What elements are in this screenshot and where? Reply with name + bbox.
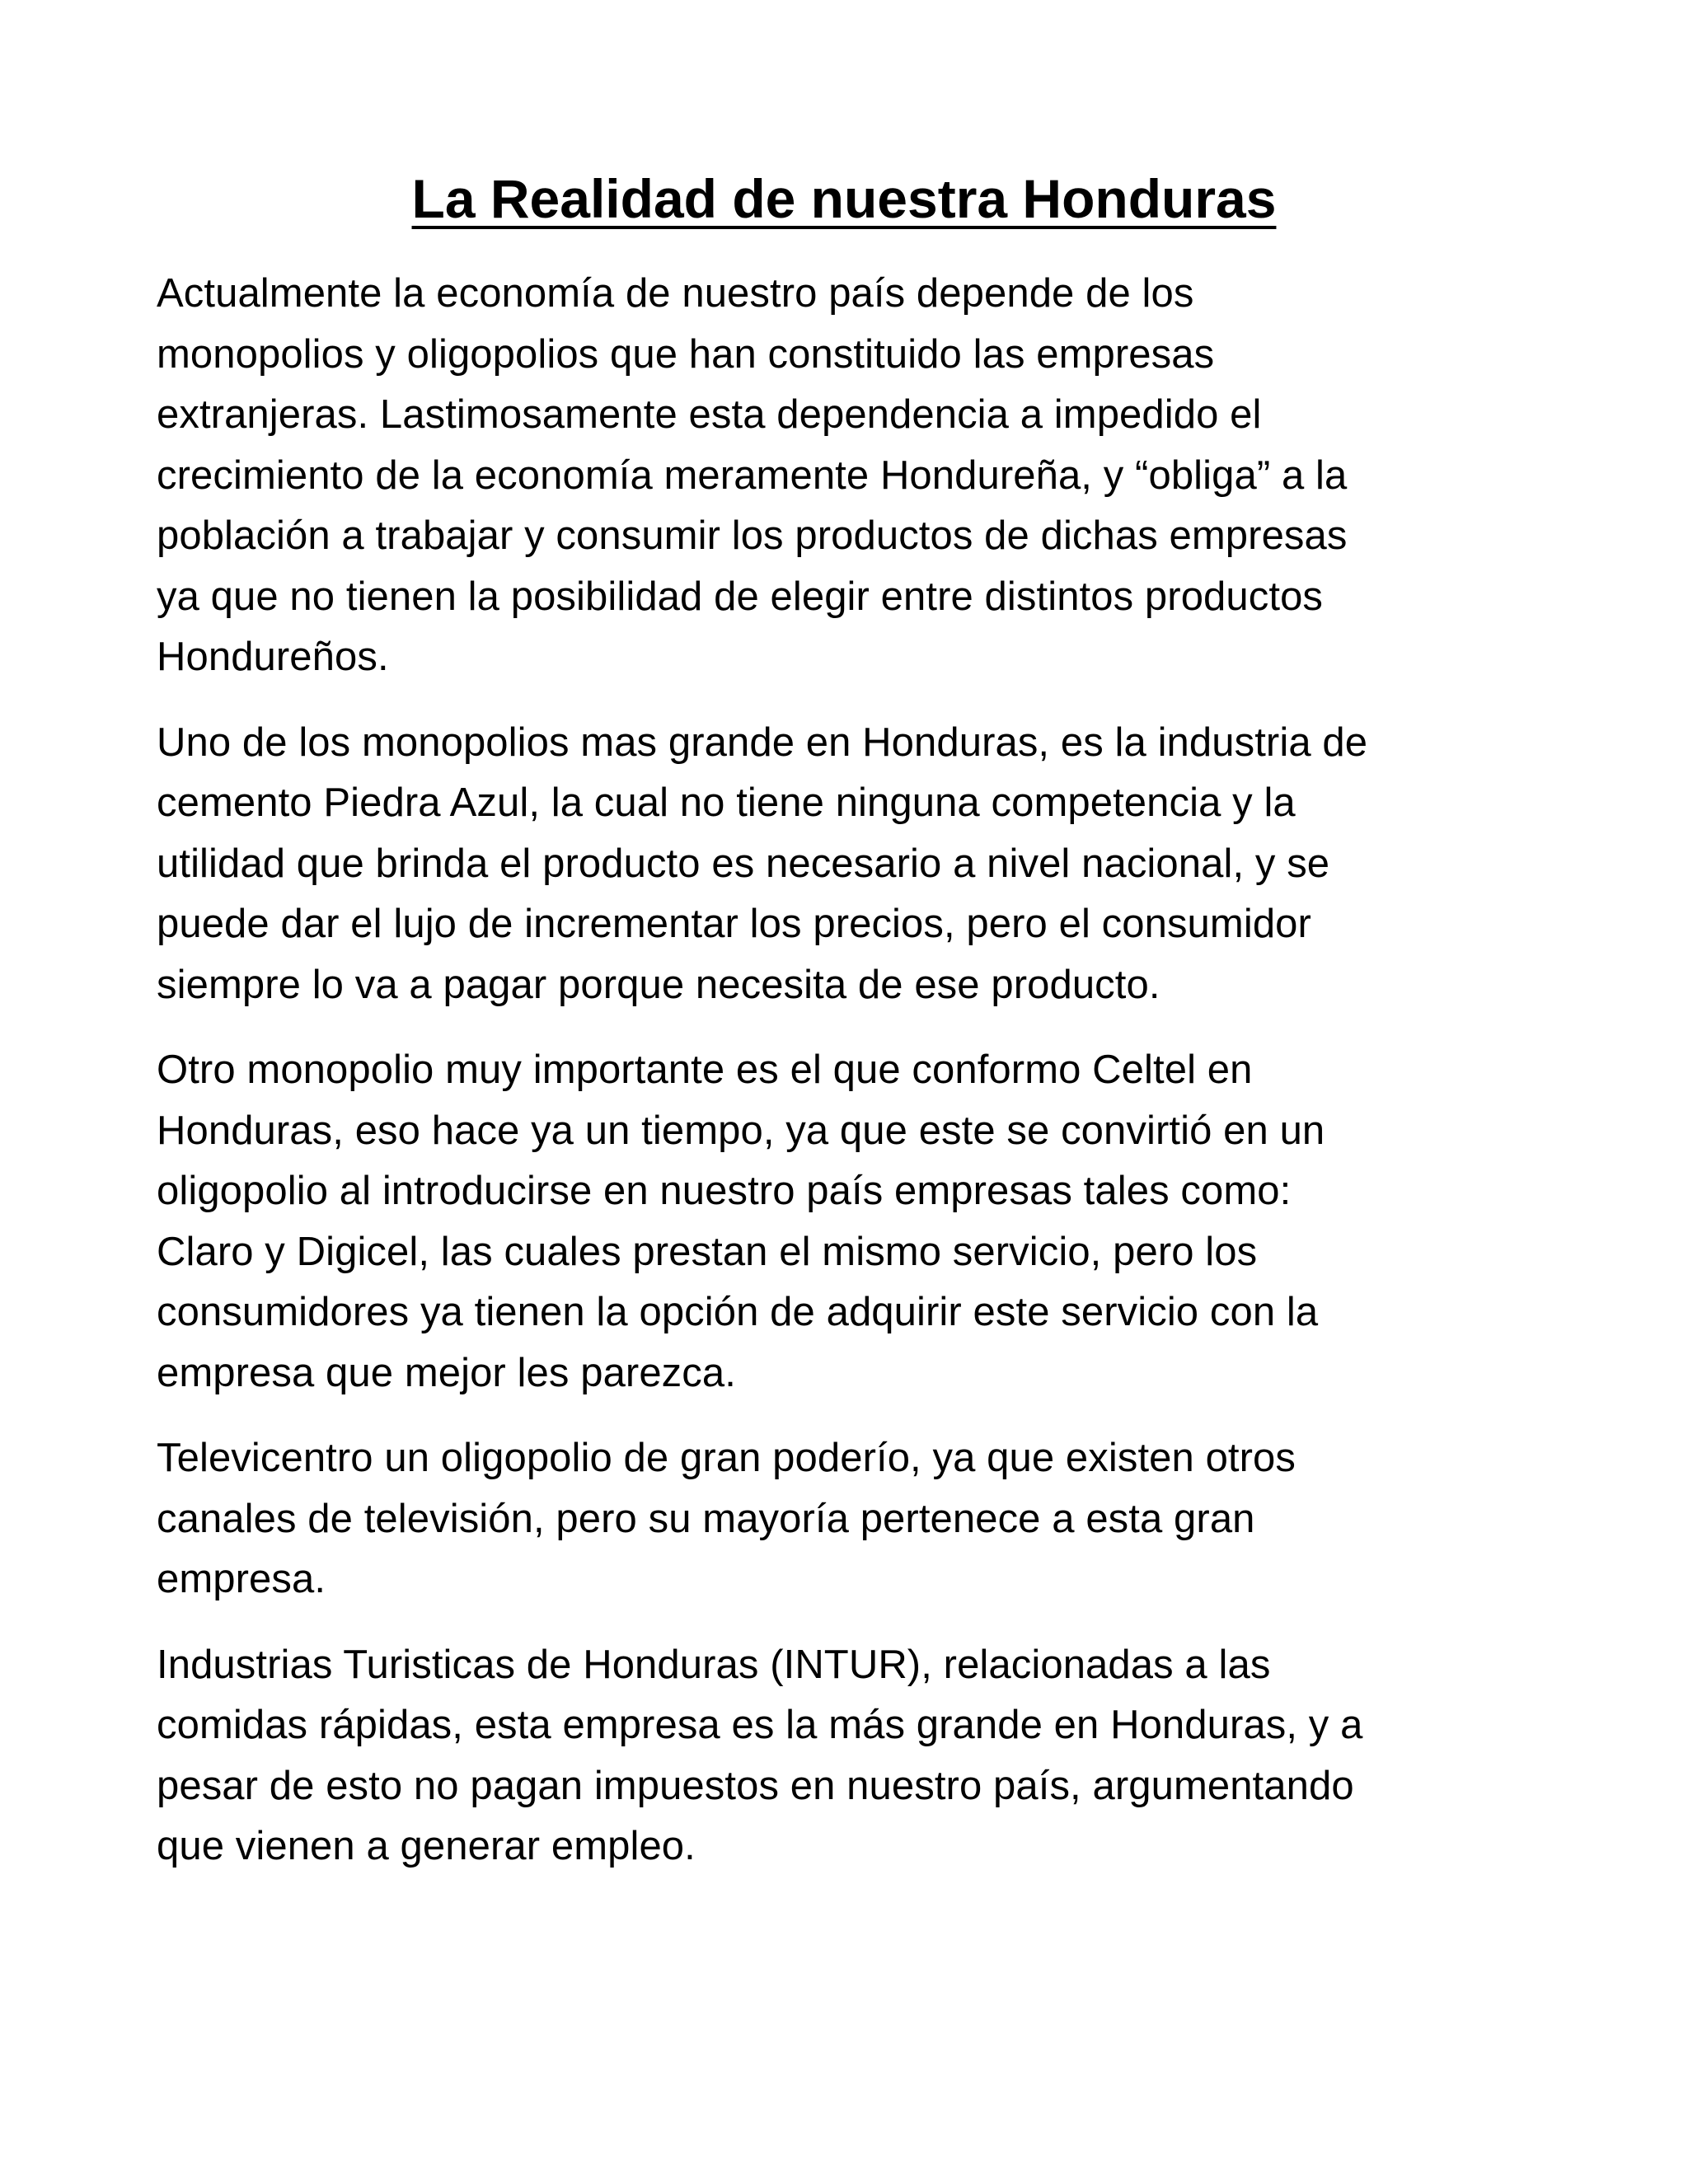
- paragraph-line: siempre lo va a pagar porque necesita de ese producto.: [157, 962, 1160, 1007]
- paragraph-line: ya que no tienen la posibilidad de elegir entre distintos productos: [157, 574, 1324, 619]
- paragraph-4: [157, 1428, 1541, 1610]
- paragraph-line: empresa.: [157, 1557, 326, 1601]
- paragraph-line: crecimiento de la economía meramente Hondureña, y “obliga” a la: [157, 452, 1348, 498]
- paragraph-line: que vienen a generar empleo.: [157, 1824, 696, 1868]
- paragraph-line: puede dar el lujo de incrementar los precios, pero el consumidor: [157, 902, 1311, 946]
- paragraph-3: [157, 1040, 1541, 1404]
- paragraph-line: monopolios y oligopolios que han constituido las empresas: [157, 331, 1215, 377]
- paragraph-line: comidas rápidas, esta empresa es la más grande en Honduras, y a: [157, 1703, 1363, 1747]
- paragraph-line: población a trabajar y consumir los productos de dichas empresas: [157, 513, 1348, 558]
- paragraph-line: cemento Piedra Azul, la cual no tiene ninguna competencia y la: [157, 780, 1296, 825]
- paragraph-line: Claro y Digicel, las cuales prestan el mismo servicio, pero los: [157, 1229, 1258, 1274]
- paragraph-5: [157, 1635, 1541, 1877]
- paragraph-line: utilidad que brinda el producto es necesario a nivel nacional, y se: [157, 841, 1330, 886]
- paragraph-line: Hondureños.: [157, 635, 389, 679]
- paragraph-line: extranjeras. Lastimosamente esta dependencia a impedido el: [157, 392, 1262, 437]
- paragraph-line: oligopolio al introducirse en nuestro país empresas tales como:: [157, 1169, 1292, 1213]
- paragraph-1: [157, 264, 1541, 688]
- paragraph-2: [157, 713, 1541, 1016]
- paragraph-line: Industrias Turisticas de Honduras (INTUR), relacionadas a las: [157, 1642, 1271, 1687]
- paragraph-line: empresa que mejor les parezca.: [157, 1350, 736, 1395]
- paragraph-line: Otro monopolio muy importante es el que conformo Celtel en: [157, 1047, 1253, 1092]
- paragraph-line: pesar de esto no pagan impuestos en nuestro país, argumentando: [157, 1763, 1354, 1808]
- paragraph-line: consumidores ya tienen la opción de adquirir este servicio con la: [157, 1290, 1319, 1334]
- paragraph-line: Uno de los monopolios mas grande en Honduras, es la industria de: [157, 719, 1368, 765]
- document-title: La Realidad de nuestra Honduras: [411, 168, 1277, 229]
- paragraph-line: canales de televisión, pero su mayoría pertenece a esta gran: [157, 1496, 1255, 1541]
- document-body: [157, 264, 1541, 1902]
- paragraph-line: Honduras, eso hace ya un tiempo, ya que este se convirtió en un: [157, 1108, 1325, 1153]
- paragraph-line: Actualmente la economía de nuestro país depende de los: [157, 271, 1194, 316]
- paragraph-line: Televicentro un oligopolio de gran poderío, ya que existen otros: [157, 1436, 1296, 1480]
